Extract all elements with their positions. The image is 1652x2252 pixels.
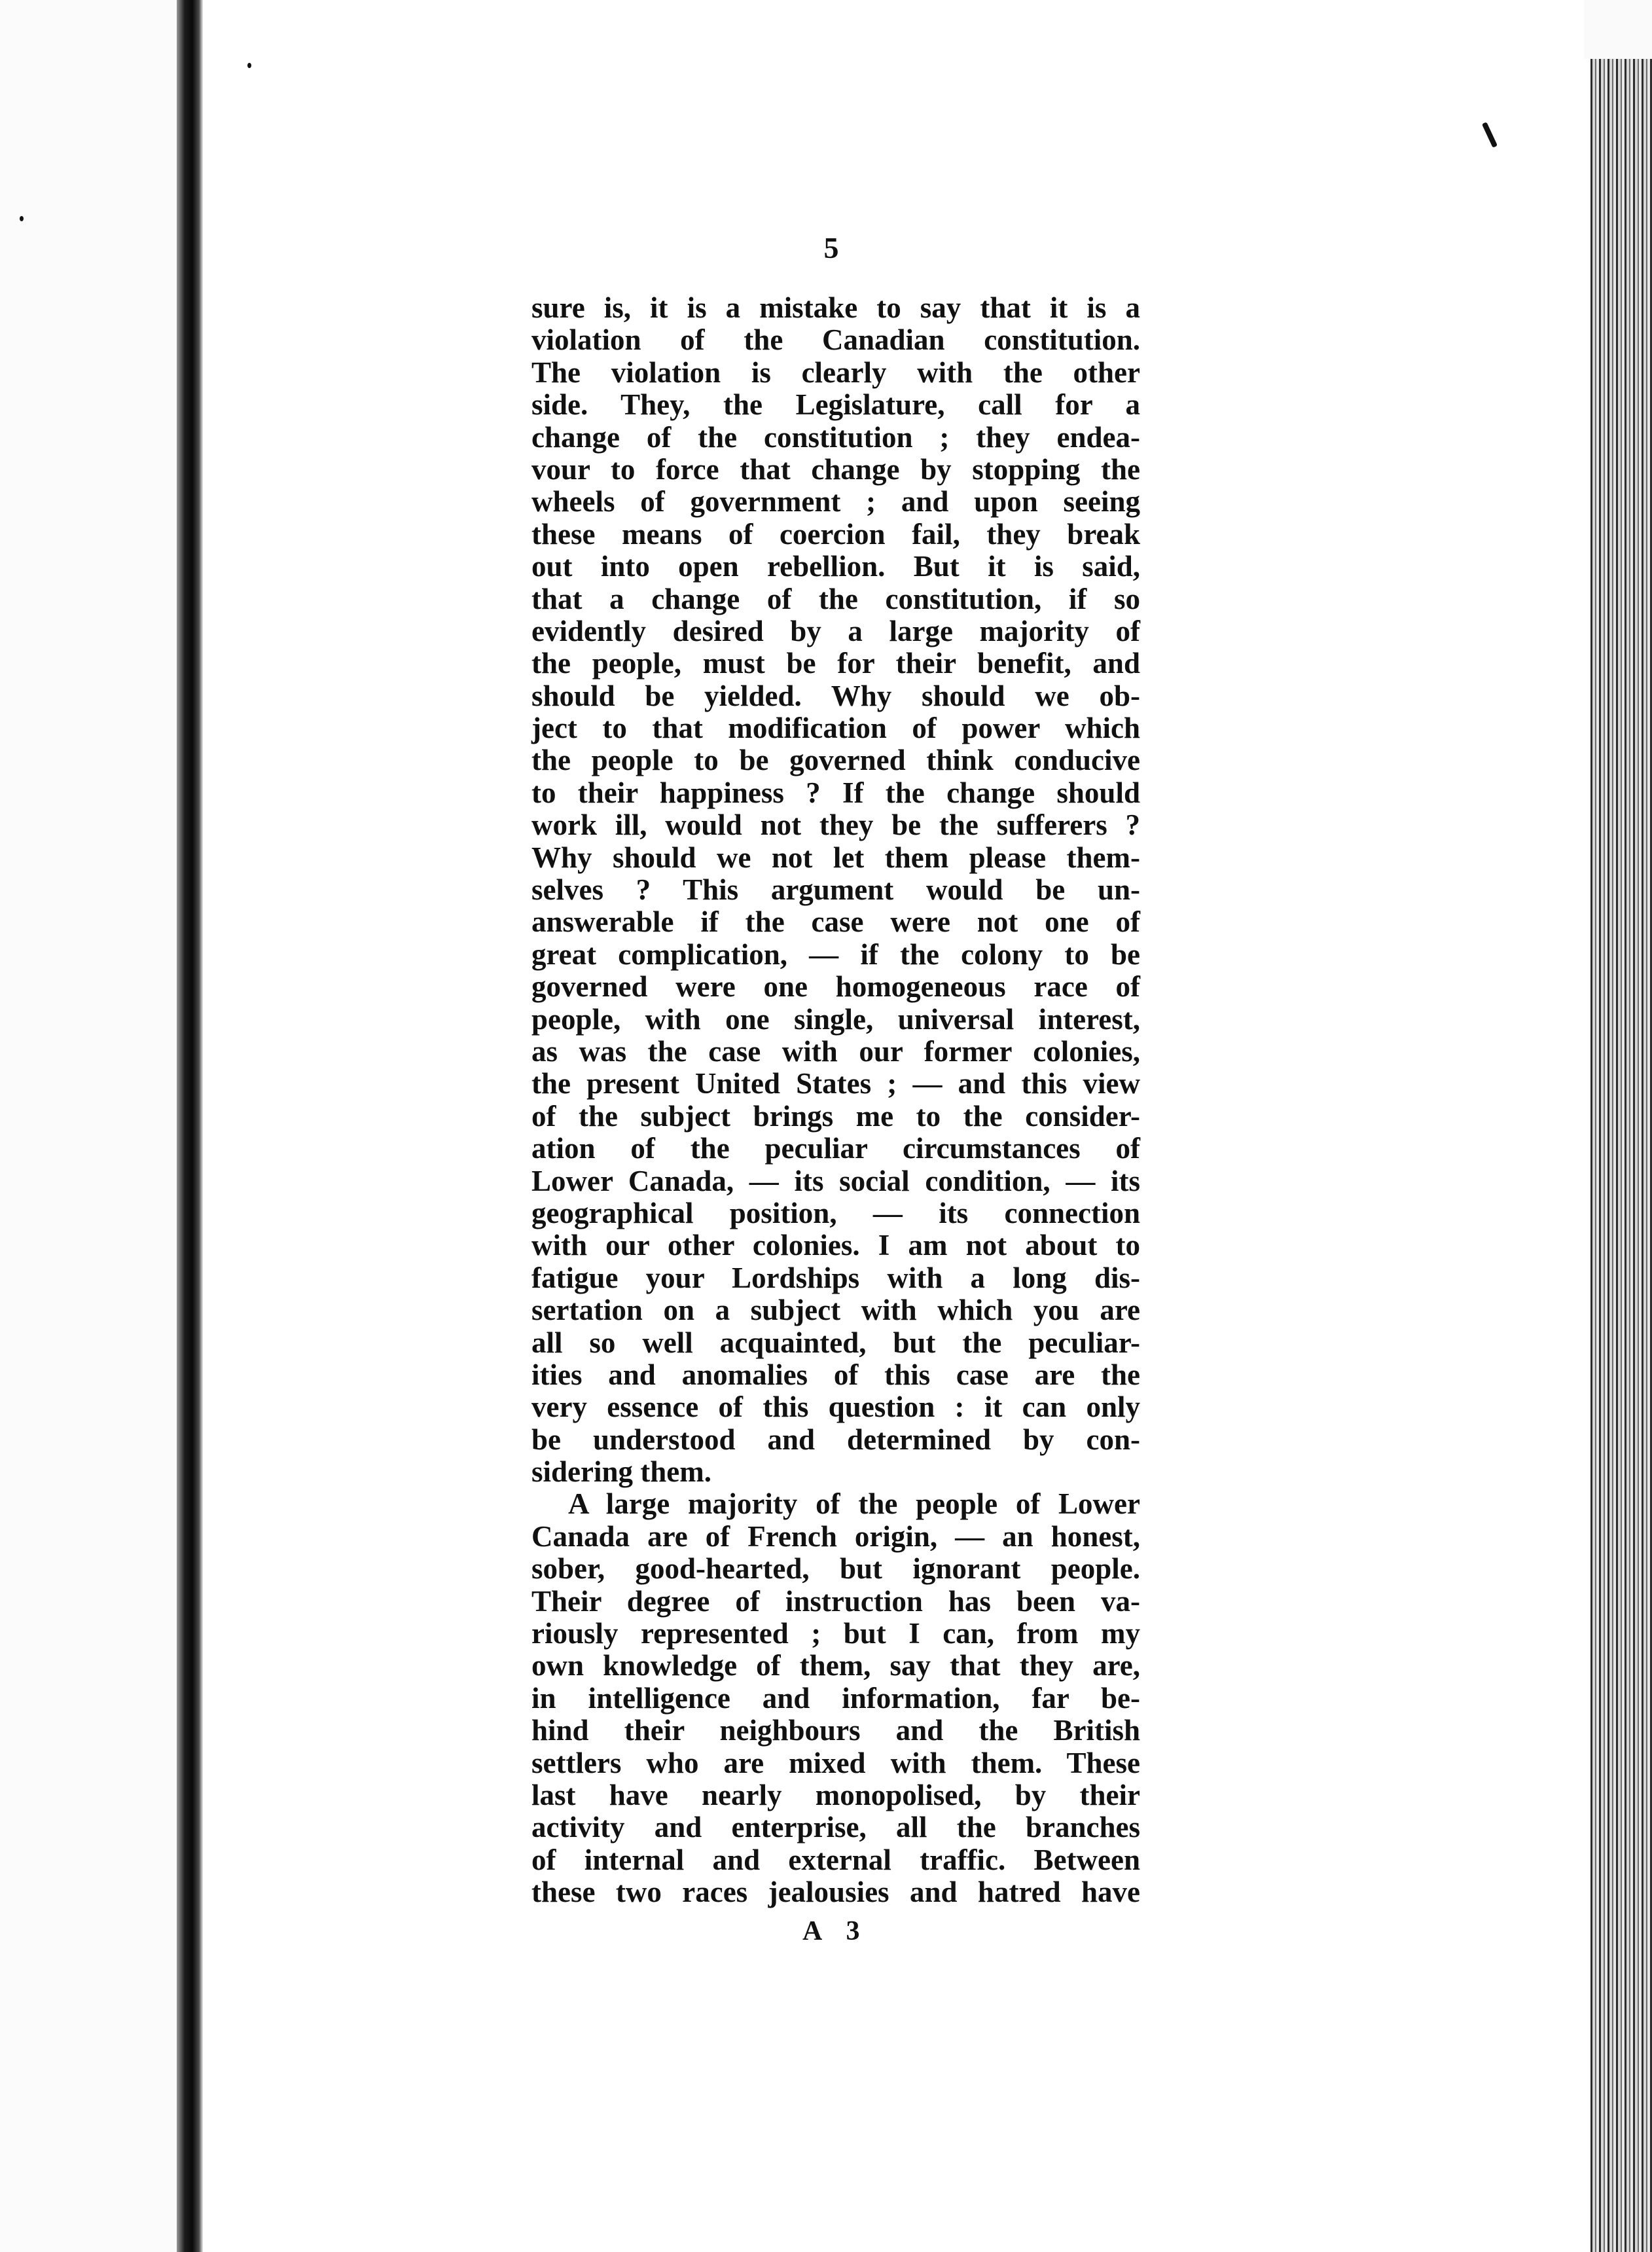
text-line: sidering them. (531, 1455, 711, 1489)
text-line: these means of coercion fail, they break (531, 517, 1140, 551)
text-line: Lower Canada, — its social condition, — its (531, 1164, 1140, 1197)
printer-signature-mark: A 3 (802, 1916, 869, 1946)
text-line: the people, must be for their benefit, and (531, 647, 1140, 680)
text-line: hind their neighbours and the British (531, 1714, 1140, 1747)
text-line: these two races jealousies and hatred have (531, 1876, 1140, 1909)
text-line: work ill, would not they be the sufferers ? (531, 808, 1140, 842)
text-line: sertation on a subject with which you are (531, 1294, 1140, 1327)
text-line: activity and enterprise, all the branches (531, 1811, 1140, 1844)
text-line: all so well acquainted, but the peculiar- (531, 1326, 1140, 1359)
text-line: with our other colonies. I am not about to (531, 1229, 1140, 1262)
text-line: in intelligence and information, far be- (531, 1681, 1140, 1715)
text-line: very essence of this question : it can only (531, 1390, 1140, 1424)
text-line: should be yielded. Why should we ob- (531, 679, 1140, 712)
page-edges (1590, 0, 1652, 2252)
text-line: ject to that modification of power which (531, 712, 1140, 745)
text-line: sure is, it is a mistake to say that it is a (531, 291, 1140, 324)
text-line: answerable if the case were not one of (531, 905, 1140, 939)
text-line: fatigue your Lordships with a long dis- (531, 1261, 1140, 1294)
text-line: governed were one homogeneous race of (531, 970, 1140, 1004)
text-line: side. They, the Legislature, call for a (531, 388, 1140, 422)
text-line: out into open rebellion. But it is said, (531, 550, 1140, 583)
page-number: 5 (823, 231, 839, 264)
text-line: selves ? This argument would be un- (531, 873, 1140, 907)
text-line: great complication, — if the colony to be (531, 937, 1140, 971)
text-line: last have nearly monopolised, by their (531, 1778, 1140, 1811)
ink-speck (20, 216, 24, 221)
text-line: as was the case with our former colonies, (531, 1034, 1140, 1068)
text-line: ities and anomalies of this case are the (531, 1358, 1140, 1391)
text-line: change of the constitution ; they endea- (531, 420, 1140, 454)
text-line: own knowledge of them, say that they are, (531, 1649, 1140, 1682)
text-line: violation of the Canadian constitution. (531, 323, 1140, 357)
text-line: riously represented ; but I can, from my (531, 1617, 1140, 1650)
text-line: the people to be governed think conducive (531, 744, 1140, 777)
text-line: be understood and determined by con- (531, 1423, 1140, 1456)
body-text (531, 292, 1140, 1909)
text-line: the present United States ; — and this view (531, 1067, 1140, 1100)
text-line: of the subject brings me to the consider- (531, 1099, 1140, 1133)
left-page-strip (0, 0, 185, 2252)
text-line: Why should we not let them please them- (531, 841, 1140, 874)
book-gutter (177, 0, 203, 2252)
page-edges-top (1584, 0, 1652, 59)
text-line: The violation is clearly with the other (531, 355, 1140, 389)
text-line: to their happiness ? If the change should (531, 776, 1140, 809)
text-line: sober, good-hearted, but ignorant people. (531, 1552, 1140, 1586)
text-line: settlers who are mixed with them. These (531, 1746, 1140, 1779)
text-line: that a change of the constitution, if so (531, 582, 1140, 615)
text-line: Canada are of French origin, — an honest, (531, 1519, 1140, 1553)
ink-speck (247, 63, 251, 68)
text-line: wheels of government ; and upon seeing (531, 485, 1140, 518)
text-line: evidently desired by a large majority of (531, 614, 1140, 647)
text-line: geographical position, — its connection (531, 1196, 1140, 1229)
text-line: A large majority of the people of Lower (568, 1487, 1140, 1521)
text-line: people, with one single, universal interest, (531, 1002, 1140, 1036)
text-line: of internal and external traffic. Between (531, 1843, 1140, 1876)
text-line: Their degree of instruction has been va- (531, 1584, 1140, 1618)
text-line: vour to force that change by stopping the (531, 452, 1140, 486)
text-line: ation of the peculiar circumstances of (531, 1132, 1140, 1165)
